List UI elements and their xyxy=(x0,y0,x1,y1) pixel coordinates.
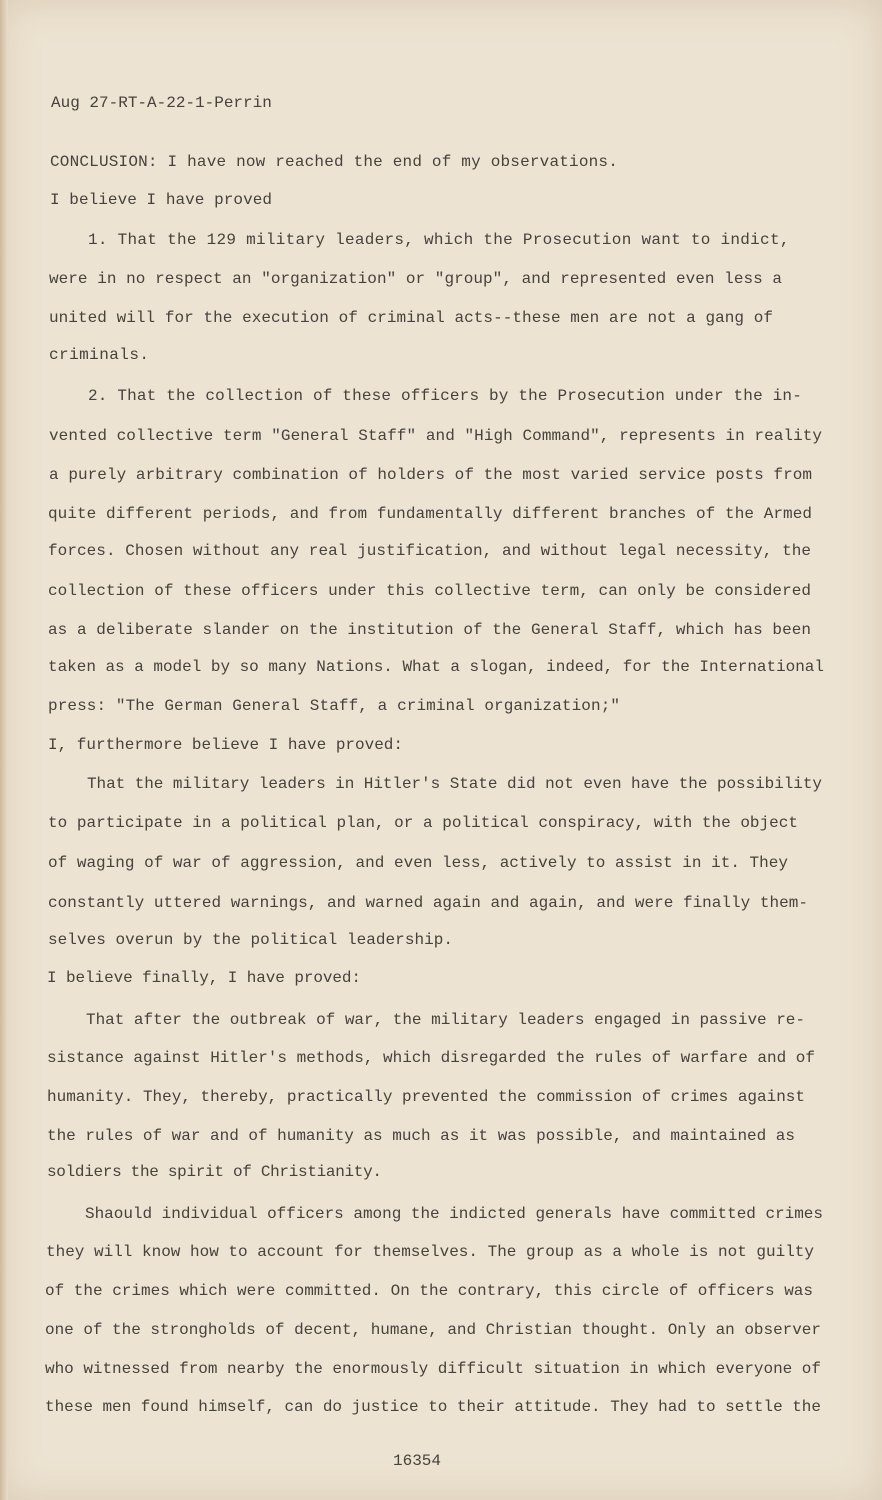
page-number: 16354 xyxy=(393,1452,442,1470)
text-line: forces. Chosen without any real justification, and without legal necessity, the xyxy=(48,542,812,560)
text-line: I believe I have proved xyxy=(50,191,273,209)
text-line: soldiers the spirit of Christianity. xyxy=(47,1163,382,1181)
text-line: 1. That the 129 military leaders, which the Prosecution want to indict, xyxy=(88,231,790,249)
text-line: collection of these officers under this collective term, can only be considered xyxy=(48,582,812,600)
text-line: a purely arbitrary combination of holders of the most varied service posts from xyxy=(49,466,813,484)
text-line: the rules of war and of humanity as much as it was possible, and maintained as xyxy=(47,1127,795,1145)
text-line: 2. That the collection of these officers by the Prosecution under the in- xyxy=(88,387,802,405)
text-line: of the crimes which were committed. On the contrary, this circle of officers was xyxy=(45,1282,813,1300)
text-line: quite different periods, and from fundamentally different branches of the Armed xyxy=(48,505,813,523)
text-line: I believe finally, I have proved: xyxy=(47,969,361,987)
text-line: I, furthermore believe I have proved: xyxy=(48,736,403,754)
text-line: united will for the execution of criminal acts--these men are not a gang of xyxy=(49,309,774,327)
text-line: That after the outbreak of war, the military leaders engaged in passive re- xyxy=(86,1011,805,1029)
text-line: one of the strongholds of decent, humane, and Christian thought. Only an observer xyxy=(45,1321,821,1339)
text-line: to participate in a political plan, or a political conspiracy, with the object xyxy=(48,814,799,832)
text-line: were in no respect an "organization" or "group", and represented even less a xyxy=(49,270,783,288)
text-line: constantly uttered warnings, and warned again and again, and were finally them- xyxy=(48,894,809,912)
text-line: vented collective term "General Staff" and "High Command", represents in reality xyxy=(49,427,823,445)
text-line: as a deliberate slander on the institution of the General Staff, which has been xyxy=(48,621,812,639)
text-line: Shaould individual officers among the indicted generals have committed crimes xyxy=(85,1205,823,1223)
text-line: sistance against Hitler's methods, which disregarded the rules of warfare and of xyxy=(47,1049,815,1067)
text-line: of waging of war of aggression, and even less, actively to assist in it. They xyxy=(48,854,789,872)
text-line: taken as a model by so many Nations. What a slogan, indeed, for the International xyxy=(48,658,824,676)
text-line: press: "The German General Staff, a criminal organization;" xyxy=(48,697,621,715)
text-line: That the military leaders in Hitler's State did not even have the possibility xyxy=(87,775,822,793)
paper-edge xyxy=(0,0,8,1500)
text-line: these men found himself, can do justice to their attitude. They had to settle the xyxy=(45,1398,821,1416)
text-line: humanity. They, thereby, practically prevented the commission of crimes against xyxy=(47,1088,805,1106)
text-line: selves overun by the political leadership. xyxy=(48,931,454,949)
text-line: criminals. xyxy=(49,346,150,364)
document-header: Aug 27-RT-A-22-1-Perrin xyxy=(51,94,272,112)
text-line: who witnessed from nearby the enormously difficult situation in which everyone of xyxy=(45,1360,821,1378)
text-line: CONCLUSION: I have now reached the end of my observations. xyxy=(50,153,618,171)
text-line: they will know how to account for themselves. The group as a whole is not guilty xyxy=(46,1243,814,1261)
